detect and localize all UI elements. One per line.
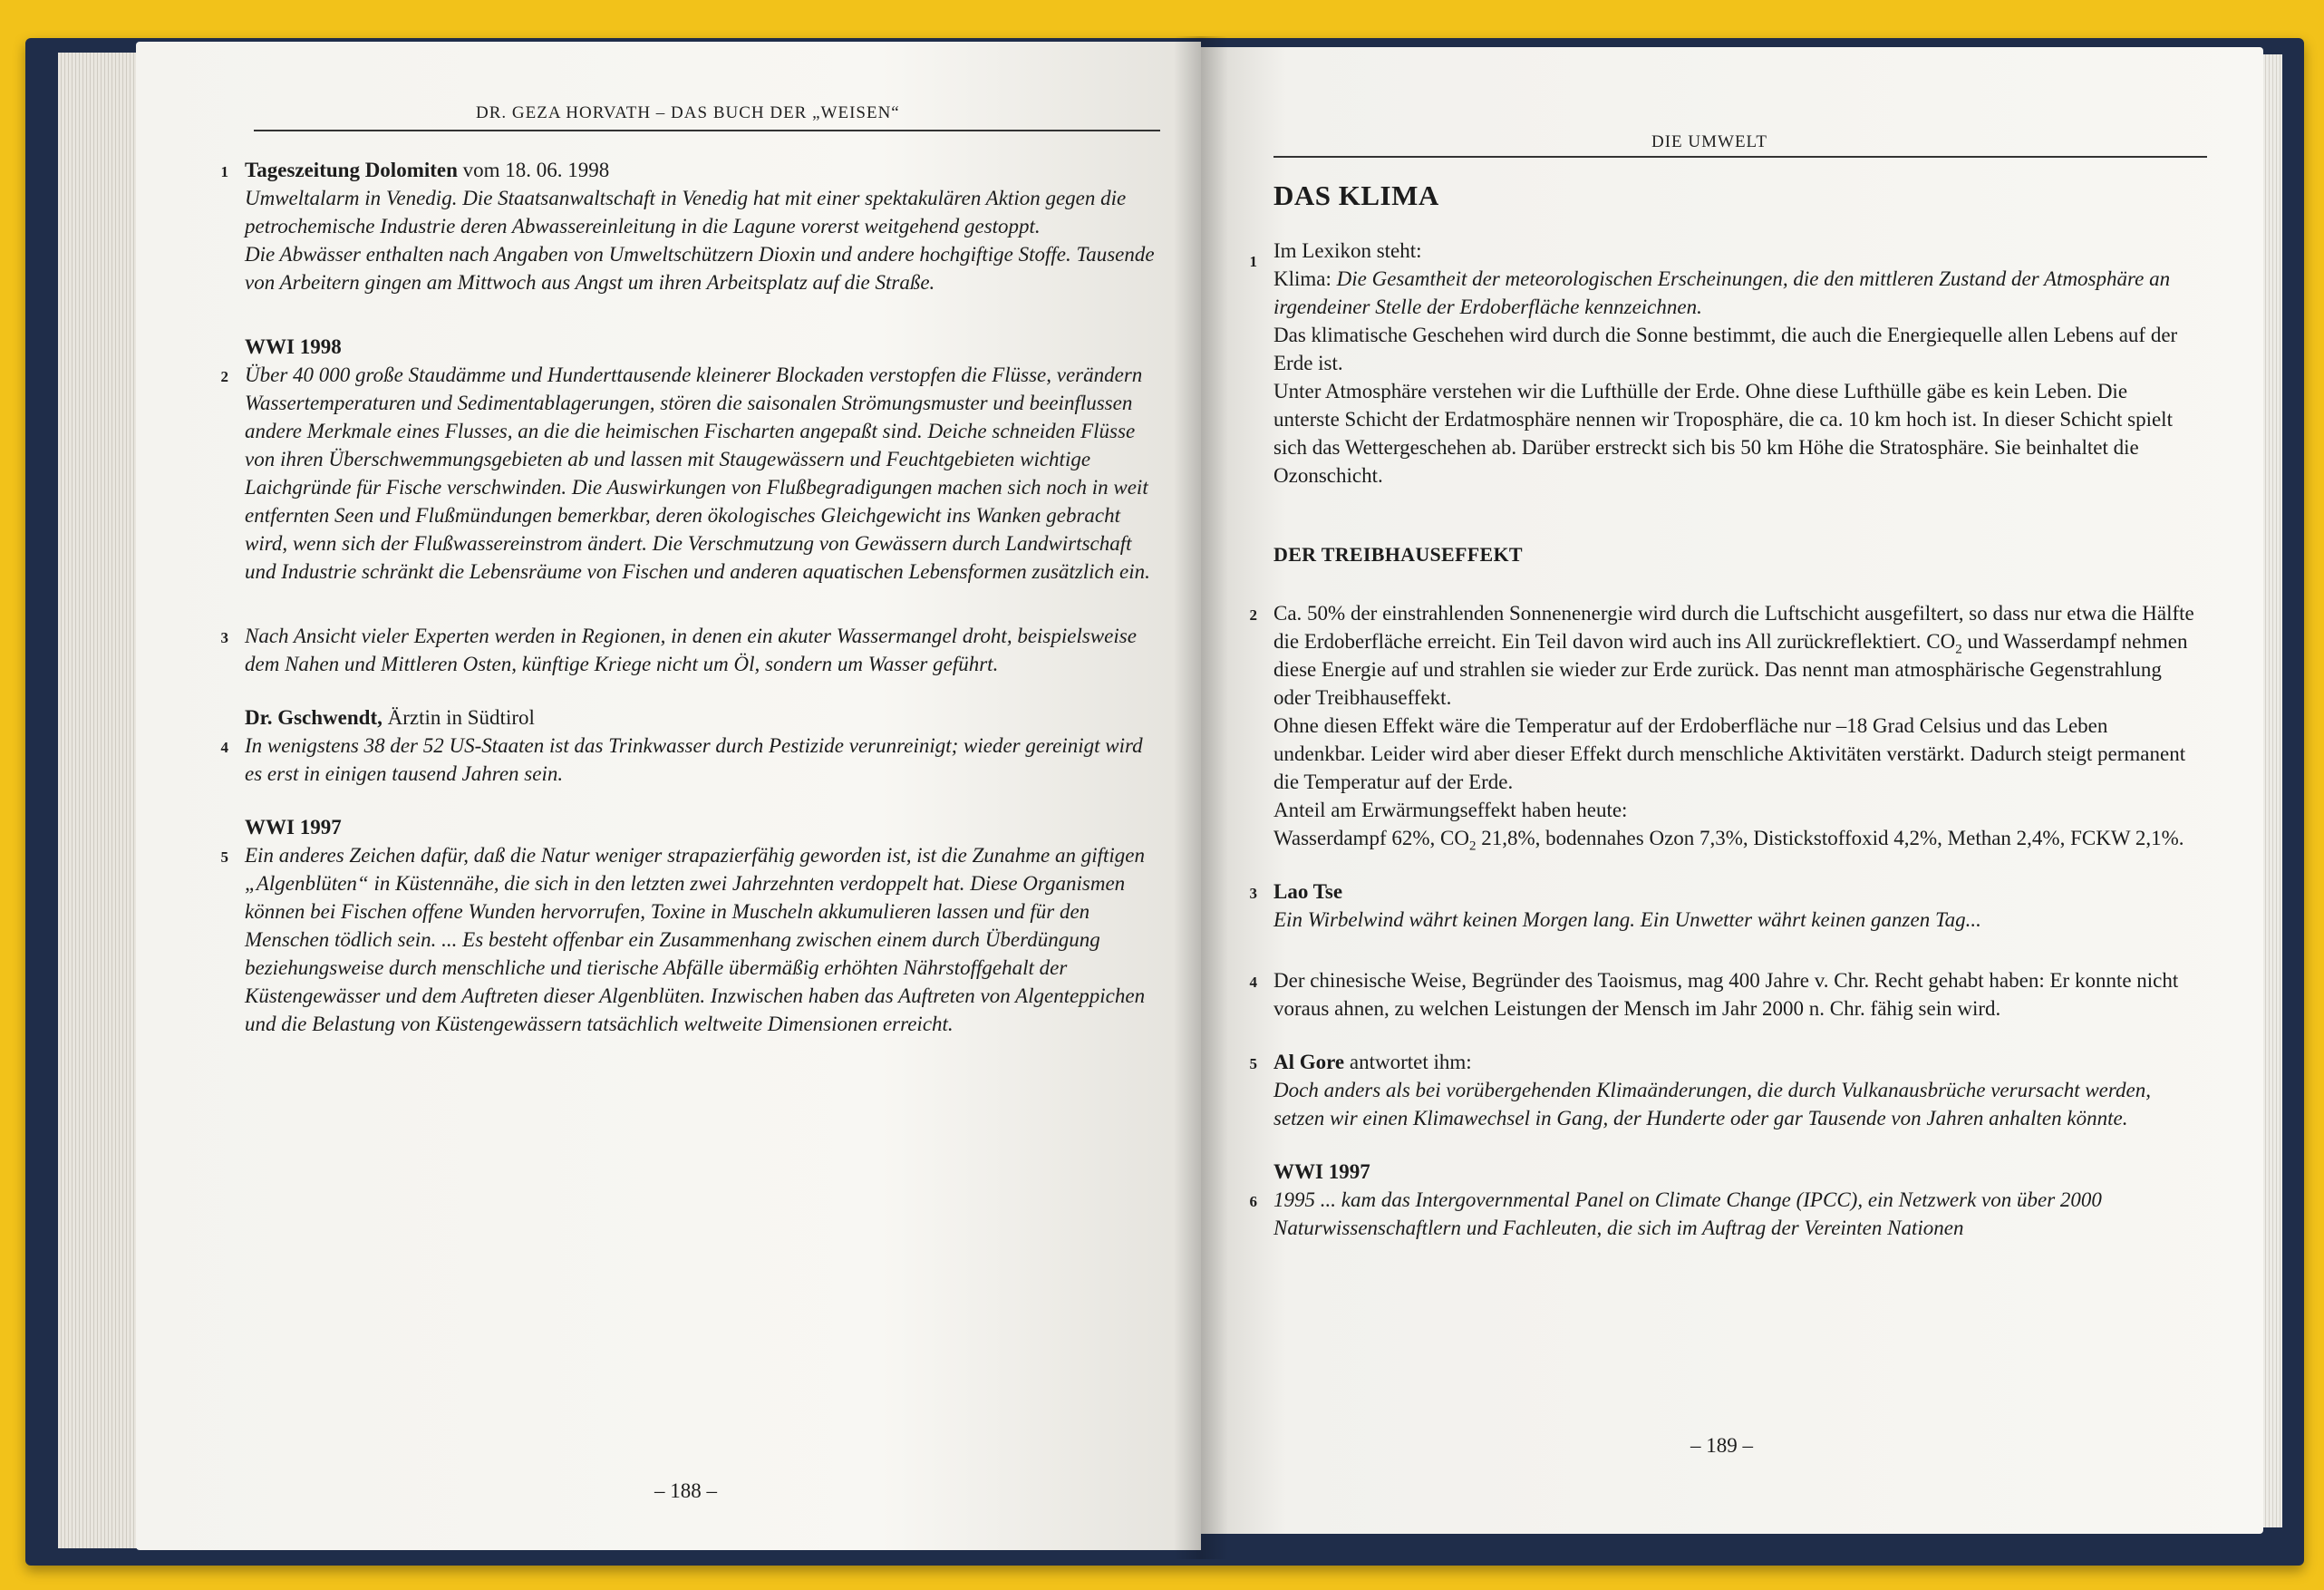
margin-number: 5: [1249, 1055, 1257, 1072]
entry-text: Unter Atmosphäre verstehen wir die Lufthülle der Erde. Ohne diese Lufthülle gäbe es kein Leben. Die unterste Schicht der Erdatmosphäre nennen wir Troposphäre, die ca. 10 km hoch ist. In dieser Schicht spielt sich das Wettergeschehen ab. Darüber erstreckt sich bis 50 km Höhe die Stratosphäre. Sie beinhaltet die Ozonschicht.: [1273, 380, 2173, 487]
margin-number: 3: [220, 629, 228, 646]
page-number-right: – 189 –: [1690, 1434, 1753, 1457]
entry-source: Lao Tse: [1273, 880, 1343, 903]
book-gutter: [1174, 36, 1228, 1559]
entry-text: Der chinesische Weise, Begründer des Taoismus, mag 400 Jahre v. Chr. Recht gehabt haben: Er konnte nicht voraus ahnen, zu welchen Leistungen der Mensch im Jahr 2000 n. Chr. fähig sein wird.: [1273, 969, 2179, 1020]
entry-5: [220, 813, 1160, 1038]
margin-number: 4: [1249, 974, 1257, 991]
entry-text: Umweltalarm in Venedig. Die Staatsanwaltschaft in Venedig hat mit einer spektakulären Aktion gegen die petrochemische Industrie deren Abwassereinleitung in die Lagune vorerst weitgehend gestoppt.: [245, 187, 1127, 238]
entry-3: [1249, 877, 2198, 934]
entry-text: Ein anderes Zeichen dafür, daß die Natur weniger strapazierfähig geworden ist, ist die Zunahme an giftigen „Algenblüten“ in Küstennähe, die sich in den letzten zwei Jahrzehnten verdoppelt hat. Diese Organismen können bei Fischen offene Wunden hervorrufen, Toxine in Muscheln akkumulieren lassen und für den Menschen tödlich sein. ... Es besteht offenbar ein Zusammenhang zwischen einem durch Überdüngung beziehungsweise durch menschliche und tierische Abfälle übermäßig erhöhten Nährstoffgehalt der Küstengewässer und dem Auftreten dieser Algenblüten. Inzwischen haben das Auftreten von Algenteppichen und die Belastung von Küstengewässern tatsächlich weltweite Dimensionen erreicht.: [245, 844, 1146, 1035]
entry-text: Ohne diesen Effekt wäre die Temperatur auf der Erdoberfläche nur –18 Grad Celsius und das Leben undenkbar. Leider wird aber dieser Effekt durch menschliche Aktivitäten verstärkt. Dadurch steigt permanent die Temperatur auf der Erde.: [1273, 714, 2186, 793]
entry-source: Al Gore antwortet ihm:: [1273, 1051, 1472, 1073]
page-number-left: – 188 –: [654, 1479, 717, 1502]
margin-number: 4: [220, 739, 228, 756]
entry-1: [1249, 237, 2198, 490]
entry-quote: Ein Wirbelwind währt keinen Morgen lang. Ein Unwetter währt keinen ganzen Tag...: [1273, 908, 1981, 931]
running-head-right: DIE UMWELT: [1651, 132, 1768, 151]
entry-text: Wasserdampf 62%, $CO_2$ 21,8%, bodennahes Ozon 7,3%, Distickstoffoxid 4,2%, Methan 2,4%, FCKW 2,1%.: [1273, 827, 2184, 854]
definition: Klima: Die Gesamtheit der meteorologischen Erscheinungen, die den mittleren Zustand der Atmosphäre an irgendeiner Stelle der Erdoberfläche kennzeichnen.: [1273, 267, 2171, 318]
chapter-title: DAS KLIMA: [1273, 179, 1439, 211]
right-page: [1201, 47, 2263, 1534]
entry-intro: Im Lexikon steht:: [1273, 239, 1422, 262]
entry-1: [220, 156, 1160, 296]
entry-source: WWI 1998: [245, 335, 342, 358]
entry-4: [1249, 966, 2198, 1023]
entry-text: In wenigstens 38 der 52 US-Staaten ist das Trinkwasser durch Pestizide verunreinigt; wieder gereinigt wird es erst in einigen tausend Jahren sein.: [245, 734, 1143, 785]
entry-2: [220, 333, 1160, 586]
entry-text: Anteil am Erwärmungseffekt haben heute:: [1273, 799, 1628, 821]
entry-text: Die Abwässer enthalten nach Angaben von Umweltschützern Dioxin und andere hochgiftige Stoffe. Tausende von Arbeitern gingen am Mittwoch aus Angst um ihren Arbeitsplatz auf die Straße.: [245, 243, 1155, 294]
entry-source: WWI 1997: [245, 816, 342, 839]
running-head-left: DR. GEZA HORVATH – DAS BUCH DER „WEISEN“: [476, 103, 900, 122]
entry-source: Tageszeitung Dolomiten vom 18. 06. 1998: [245, 159, 610, 181]
entry-source: WWI 1997: [1273, 1160, 1370, 1183]
entry-6: [1249, 1158, 2198, 1242]
left-page: [136, 42, 1201, 1550]
entry-4: [220, 703, 1160, 788]
margin-number: 2: [220, 368, 228, 385]
entry-3: [220, 622, 1160, 678]
entry-text: Über 40 000 große Staudämme und Hunderttausende kleinerer Blockaden verstopfen die Flüsse, verändern Wassertemperaturen und Sedimentablagerungen, stören die saisonalen Strömungsmuster und beeinflussen andere Merkmale eines Flusses, an die die heimischen Fischarten angepaßt sind. Deiche schneiden Flüsse von ihren Überschwemmungsgebieten ab und lassen mit Staugewässern und Feuchtgebieten wichtige Laichgründe für Fische verschwinden. Die Auswirkungen von Flußbegradigungen machen sich noch in weit entfernten Seen und Flußmündungen bemerkbar, deren ökologisches Gleichgewicht ins Wanken gebracht wird, wenn sich der Flußwassereinstrom ändert. Die Verschmutzung von Gewässern durch Landwirtschaft und Industrie schränkt die Lebensräume von Fischen und anderen aquatischen Lebensformen zusätzlich ein.: [245, 364, 1150, 583]
margin-number: 2: [1249, 606, 1257, 624]
header-rule-right: [1273, 156, 2207, 158]
section-heading: DER TREIBHAUSEFFEKT: [1273, 543, 1523, 566]
right-page-content: [1249, 179, 2198, 1267]
margin-number: 6: [1249, 1193, 1257, 1210]
margin-number: 3: [1249, 885, 1257, 902]
entry-quote: Doch anders als bei vorübergehenden Klimaänderungen, die durch Vulkanausbrüche verursacht werden, setzen wir einen Klimawechsel in Gang, der Hunderte oder gar Tausende von Jahren anhalten könnte.: [1273, 1079, 2151, 1129]
entry-quote: 1995 ... kam das Intergovernmental Panel on Climate Change (IPCC), ein Netzwerk von über 2000 Naturwissenschaftlern und Fachleuten, die sich im Auftrag der Vereinten Nationen: [1273, 1188, 2102, 1239]
margin-number: 1: [1249, 253, 1257, 270]
entry-text: Nach Ansicht vieler Experten werden in Regionen, in denen ein akuter Wassermangel droht, beispielsweise dem Nahen und Mittleren Osten, künftige Kriege nicht um Öl, sondern um Wasser geführt.: [245, 625, 1137, 675]
header-rule-left: [254, 130, 1160, 131]
entry-2: [1249, 599, 2198, 854]
entry-text: Das klimatische Geschehen wird durch die Sonne bestimmt, die auch die Energiequelle allen Lebens auf der Erde ist.: [1273, 324, 2178, 374]
left-page-content: [220, 156, 1160, 1063]
margin-number: 5: [220, 848, 228, 866]
margin-number: 1: [220, 163, 228, 180]
entry-5: [1249, 1048, 2198, 1132]
entry-source: Dr. Gschwendt, Ärztin in Südtirol: [245, 706, 535, 729]
entry-text: Ca. 50% der einstrahlenden Sonnenenergie wird durch die Luftschicht ausgefiltert, so dass nur etwa die Hälfte die Erdoberfläche erreicht. Ein Teil davon wird auch ins All zurückreflektiert. $CO_2$ und Wasserdampf nehmen diese Energie auf und strahlen sie wieder zur Erde zurück. Das nennt man atmosphärische Gegenstrahlung oder Treibhauseffekt.: [1273, 602, 2194, 709]
